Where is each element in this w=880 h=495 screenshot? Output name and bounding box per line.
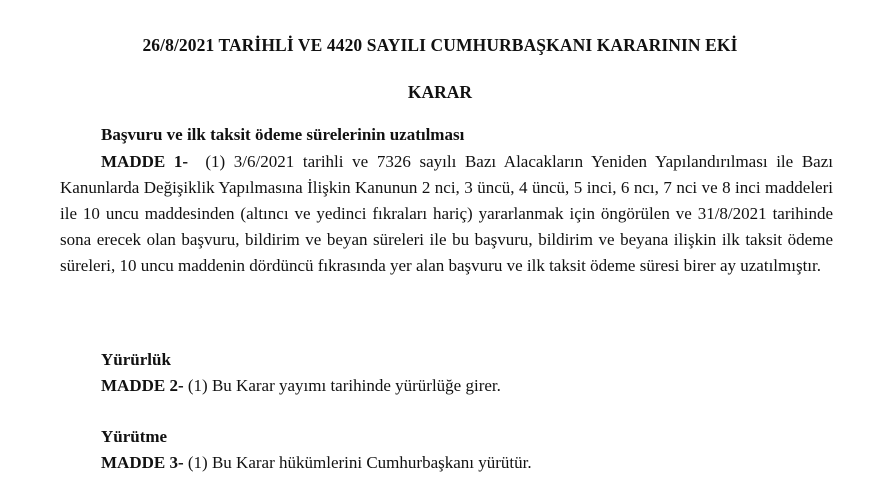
article-2-text: (1) Bu Karar yayımı tarihinde yürürlüğe girer.	[187, 376, 501, 395]
article-1-text: (1) 3/6/2021 tarihli ve 7326 sayılı Bazı Alacakların Yeniden Yapılandırılması ile Bazı Kanunlarda Değişiklik Yapılmasına İlişkin Kanunun 2 nci, 3 üncü, 4 üncü, 5 inci, 6 ncı, 7 nci ve 8 inci maddeleri ile 10 uncu maddesinden (altıncı ve yedinci fıkraları hariç) yararlanmak için öngörülen ve 31/8/2021 tarihinde sona erecek olan başvuru, bildirim ve beyan süreleri ile bu başvuru, bildirim ve beyana ilişkin ilk taksit ödeme süreleri, 10 uncu maddenin dördüncü fıkrasında yer alan başvuru ve ilk taksit ödeme süresi birer ay uzatılmıştır.	[60, 152, 833, 275]
document-header-title: 26/8/2021 TARİHLİ VE 4420 SAYILI CUMHURBAŞKANI KARARININ EKİ	[142, 35, 738, 55]
document-subtitle: KARAR	[407, 82, 473, 102]
article-3-text: (1) Bu Karar hükümlerini Cumhurbaşkanı yürütür.	[187, 453, 532, 472]
article-1-body	[60, 149, 833, 279]
article-3-line	[101, 453, 532, 473]
article-1-heading: Başvuru ve ilk taksit ödeme sürelerinin uzatılması	[101, 125, 465, 144]
article-3-label: MADDE 3-	[101, 453, 184, 472]
article-2-label: MADDE 2-	[101, 376, 184, 395]
article-3-heading: Yürütme	[101, 427, 168, 446]
article-2-line	[101, 376, 501, 396]
article-1-label: MADDE 1-	[101, 152, 189, 171]
article-2-heading: Yürürlük	[101, 350, 171, 369]
